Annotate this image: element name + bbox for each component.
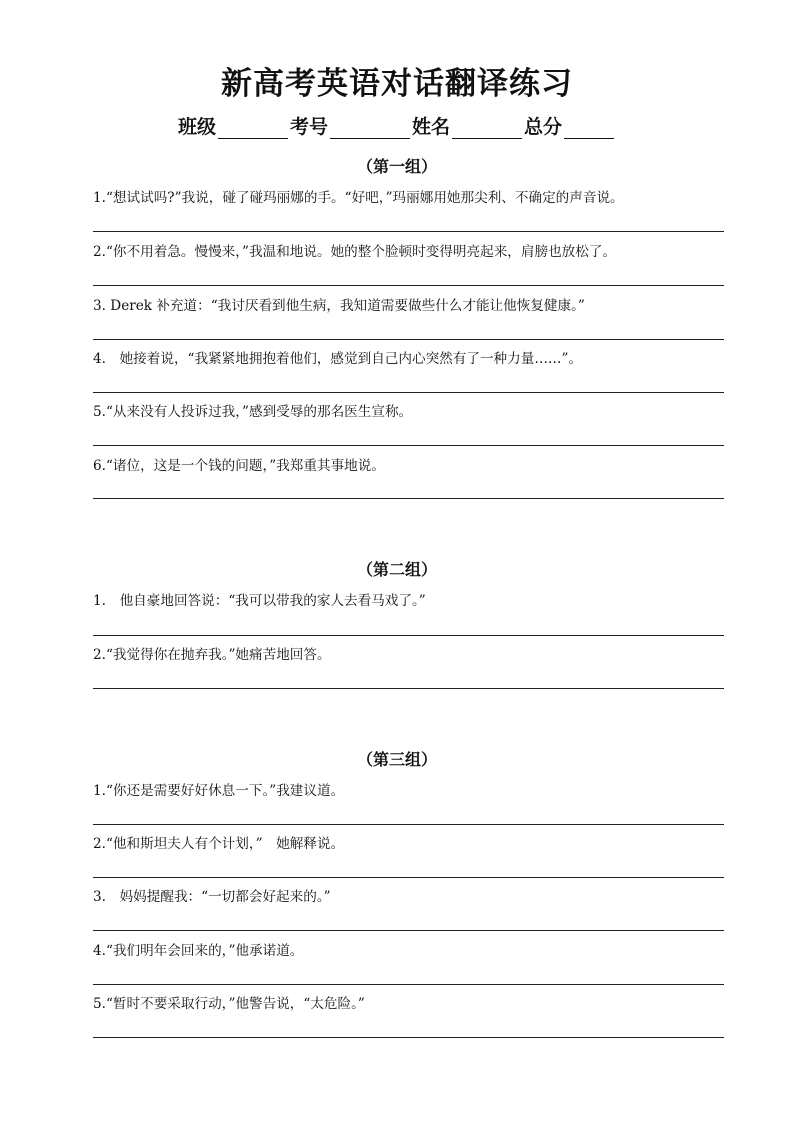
group-1-answer-line-4[interactable] <box>93 392 724 393</box>
group-3-item-5: 5.“暂时不要采取行动，”他警告说，“太危险。” <box>93 996 365 1012</box>
class-label: 班级 <box>177 116 216 138</box>
score-field <box>524 112 616 139</box>
exam-number-field <box>290 112 412 139</box>
group-2-title: （第二组） <box>356 560 437 579</box>
group-2-item-2: 2.“我觉得你在抛弃我。”她痛苦地回答。 <box>93 647 331 663</box>
score-blank[interactable] <box>564 118 614 139</box>
exam-number-blank[interactable] <box>330 118 410 139</box>
class-field <box>178 112 290 139</box>
class-blank[interactable] <box>218 118 288 139</box>
group-1-answer-line-3[interactable] <box>93 339 724 340</box>
name-label: 姓名 <box>412 116 451 138</box>
group-1-item-3: 3. Derek 补充道：“我讨厌看到他生病，我知道需要做些什么才能让他恢复健康。” <box>93 298 585 314</box>
group-1-item-1: 1.“想试试吗?”我说，碰了碰玛丽娜的手。“好吧，”玛丽娜用她那尖利、不确定的声音说。 <box>93 190 624 206</box>
group-3-answer-line-2[interactable] <box>93 877 724 878</box>
group-1-item-4: 4. 她接着说，“我紧紧地拥抱着他们，感觉到自己内心突然有了一种力量……”。 <box>93 351 583 367</box>
group-1-item-2: 2.“你不用着急。慢慢来，”我温和地说。她的整个脸顿时变得明亮起来，肩膀也放松了。 <box>93 244 617 260</box>
group-3-answer-line-4[interactable] <box>93 984 724 985</box>
group-2-answer-line-2[interactable] <box>93 688 724 689</box>
exam-number-label: 考号 <box>289 116 328 138</box>
student-info-line <box>0 112 794 139</box>
group-3-answer-line-3[interactable] <box>93 930 724 931</box>
group-1-item-6: 6.“诸位，这是一个钱的问题，”我郑重其事地说。 <box>93 458 385 474</box>
name-blank[interactable] <box>452 118 522 139</box>
score-label: 总分 <box>524 116 563 138</box>
group-1-answer-line-6[interactable] <box>93 498 724 499</box>
group-3-answer-line-1[interactable] <box>93 824 724 825</box>
group-3-item-3: 3. 妈妈提醒我：“一切都会好起来的。” <box>93 889 331 905</box>
group-3-item-2: 2.“他和斯坦夫人有个计划，” 她解释说。 <box>93 836 345 852</box>
group-2-item-1: 1. 他自豪地回答说：“我可以带我的家人去看马戏了。” <box>93 593 426 609</box>
group-2-answer-line-1[interactable] <box>93 635 724 636</box>
group-1-title: （第一组） <box>356 157 437 176</box>
group-1-answer-line-5[interactable] <box>93 445 724 446</box>
group-3-title: （第三组） <box>356 750 437 769</box>
name-field <box>412 112 524 139</box>
page-title: 新高考英语对话翻译练习 <box>221 66 573 102</box>
group-1-answer-line-2[interactable] <box>93 285 724 286</box>
group-1-item-5: 5.“从来没有人投诉过我，”感到受辱的那名医生宣称。 <box>93 404 413 420</box>
group-3-item-4: 4.“我们明年会回来的，”他承诺道。 <box>93 943 304 959</box>
group-3-item-1: 1.“你还是需要好好休息一下。”我建议道。 <box>93 783 345 799</box>
group-3-answer-line-5[interactable] <box>93 1037 724 1038</box>
group-1-answer-line-1[interactable] <box>93 231 724 232</box>
